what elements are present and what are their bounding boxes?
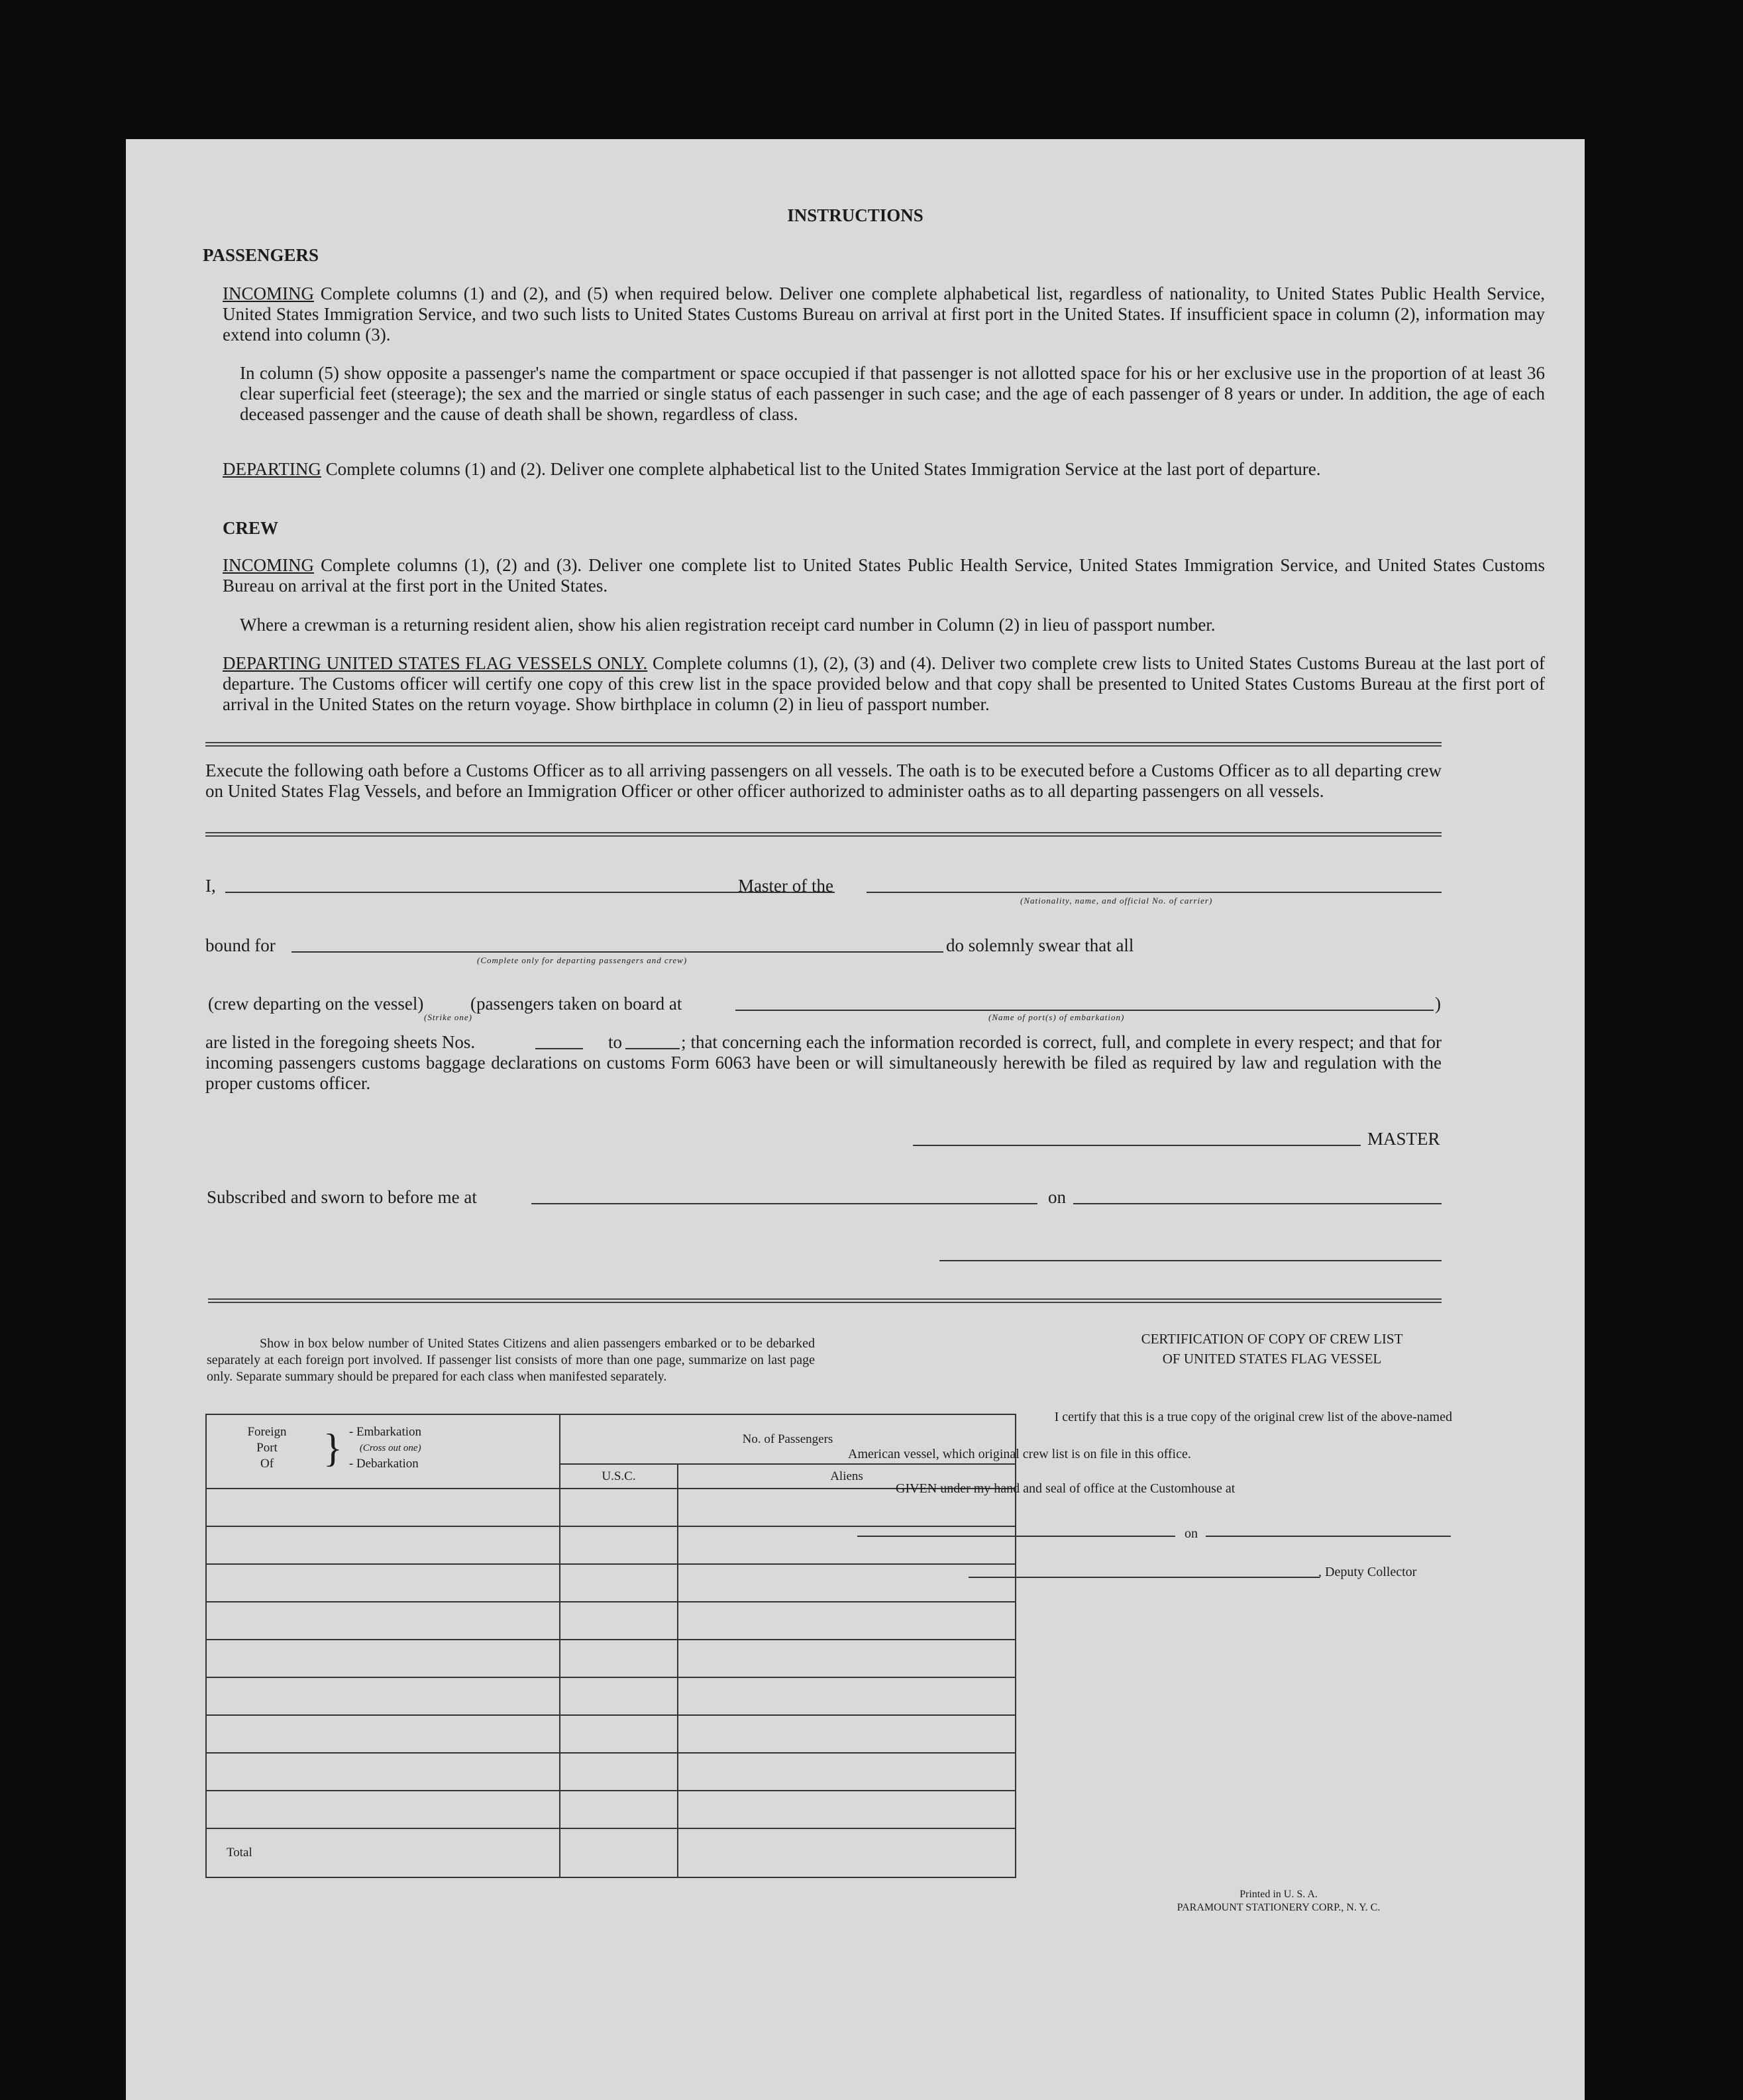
oath-intro: Execute the following oath before a Customs Officer as to all arriving passengers on all vessels. The oath is to be executed before a Customs Officer as to all departing crew on United States Flag Vessels, and before an Immigration Officer or other officer authorized to administer oaths as to all departing passengers on all vessels. xyxy=(205,761,1442,801)
listed-label: are listed in the foregoing sheets Nos. xyxy=(205,1032,476,1052)
passengers-departing-label: DEPARTING xyxy=(223,459,321,479)
section-divider xyxy=(205,832,1442,837)
certification-title xyxy=(961,1329,1583,1369)
vessel-hint: (Nationality, name, and official No. of carrier) xyxy=(1020,896,1213,906)
aliens-cell[interactable] xyxy=(678,1791,1016,1828)
master-of-the-label: Master of the xyxy=(738,876,833,896)
section-divider xyxy=(208,1298,1442,1303)
table-row xyxy=(206,1489,1016,1526)
to-label: to xyxy=(608,1032,623,1052)
printer-imprint xyxy=(1146,1888,1411,1915)
port-cell[interactable] xyxy=(206,1489,560,1526)
summary-instructions: Show in box below number of United States Citizens and alien passengers embarked or to be debarked separately at each foreign port involved. If passenger list consists of more than one page, summarize on last page only. Separate summary should be prepared for each class when manifested separately. xyxy=(207,1336,815,1384)
certification-title-line-2: OF UNITED STATES FLAG VESSEL xyxy=(1162,1351,1382,1367)
table-row xyxy=(206,1715,1016,1753)
usc-cell[interactable] xyxy=(560,1489,678,1526)
usc-cell[interactable] xyxy=(560,1753,678,1791)
usc-cell[interactable] xyxy=(560,1640,678,1677)
deputy-collector-label: , Deputy Collector xyxy=(1318,1565,1417,1579)
total-aliens-cell[interactable] xyxy=(678,1828,1016,1877)
customhouse-field[interactable] xyxy=(857,1536,1175,1537)
table-row xyxy=(206,1564,1016,1602)
usc-cell[interactable] xyxy=(560,1564,678,1602)
port-header-cell xyxy=(206,1414,560,1489)
bound-for-hint: (Complete only for departing passengers and crew) xyxy=(477,955,688,965)
passengers-departing-text: Complete columns (1) and (2). Deliver one complete alphabetical list to the United States Immigration Service at the last port of departure. xyxy=(325,459,1321,479)
bound-for-label: bound for xyxy=(205,935,276,955)
crew-departing-text: Complete columns (1), (2), (3) and (4). Deliver two complete crew lists to United States Customs Bureau at the last port of departure. The Customs officer will certify one copy of this crew list in the space provided below and that copy shall be presented to United States Customs Bureau at the first port of arrival in the United States on the return voyage. Show birthplace in column (2) in lieu of passport number. xyxy=(223,653,1546,714)
usc-cell[interactable] xyxy=(560,1526,678,1564)
embarkation-label[interactable]: - Embarkation xyxy=(348,1425,422,1439)
total-label: Total xyxy=(206,1828,560,1877)
passengers-taken-option[interactable]: (passengers taken on board at xyxy=(470,994,682,1014)
table-row xyxy=(206,1753,1016,1791)
vessel-field[interactable] xyxy=(867,892,1442,893)
printer-line-1: Printed in U. S. A. xyxy=(1240,1889,1318,1900)
embarkation-port-field[interactable] xyxy=(735,1010,1434,1011)
master-signature-field[interactable] xyxy=(913,1145,1361,1146)
section-divider xyxy=(205,742,1442,747)
foreign-label: Foreign xyxy=(247,1425,287,1439)
usc-cell[interactable] xyxy=(560,1602,678,1640)
certify-line-1: I certify that this is a true copy of the original crew list of the above-named xyxy=(1054,1410,1452,1424)
subscribed-label: Subscribed and sworn to before me at xyxy=(207,1187,477,1207)
table-row xyxy=(206,1791,1016,1828)
passenger-summary-table xyxy=(205,1414,1016,1878)
port-label: Port xyxy=(256,1441,278,1455)
aliens-cell[interactable] xyxy=(678,1602,1016,1640)
port-cell[interactable] xyxy=(206,1640,560,1677)
crew-departing-option[interactable]: (crew departing on the vessel) xyxy=(208,994,424,1014)
usc-cell[interactable] xyxy=(560,1791,678,1828)
aliens-cell[interactable] xyxy=(678,1564,1016,1602)
passengers-heading: PASSENGERS xyxy=(203,245,319,265)
aliens-cell[interactable] xyxy=(678,1526,1016,1564)
crew-resident-alien-paragraph: Where a crewman is a returning resident alien, show his alien registration receipt card number in Column (2) in lieu of passport number. xyxy=(240,615,1216,635)
crew-incoming-label: INCOMING xyxy=(223,555,314,575)
form-sheet xyxy=(126,139,1585,2100)
deputy-signature-field[interactable] xyxy=(969,1577,1320,1578)
port-cell[interactable] xyxy=(206,1753,560,1791)
printer-line-2: PARAMOUNT STATIONERY CORP., N. Y. C. xyxy=(1177,1902,1381,1913)
usc-header: U.S.C. xyxy=(560,1464,678,1489)
table-row xyxy=(206,1602,1016,1640)
table-row xyxy=(206,1526,1016,1564)
given-line: GIVEN under my hand and seal of office at the Customhouse at xyxy=(896,1481,1236,1496)
aliens-cell[interactable] xyxy=(678,1677,1016,1715)
port-cell[interactable] xyxy=(206,1677,560,1715)
passengers-departing-paragraph xyxy=(223,459,1545,480)
subscribed-on-label: on xyxy=(1048,1187,1066,1207)
total-row xyxy=(206,1828,1016,1877)
passengers-incoming-paragraph xyxy=(223,284,1545,345)
port-cell[interactable] xyxy=(206,1715,560,1753)
strike-one-hint: (Strike one) xyxy=(424,1012,473,1022)
crew-incoming-paragraph xyxy=(223,555,1545,596)
certify-line-2: American vessel, which original crew list is on file in this office. xyxy=(848,1447,1191,1461)
certification-title-line-1: CERTIFICATION OF COPY OF CREW LIST xyxy=(1141,1331,1403,1347)
usc-cell[interactable] xyxy=(560,1677,678,1715)
page-title: INSTRUCTIONS xyxy=(787,205,924,225)
aliens-header: Aliens xyxy=(678,1464,1016,1489)
passengers-incoming-text: Complete columns (1) and (2), and (5) when required below. Deliver one complete alphabetical list, regardless of nationality, to United States Public Health Service, United States Immigration Service, and two such lists to United States Customs Bureau on arrival at first port in the United States. If insufficient space in column (2), information may extend into column (3). xyxy=(223,284,1546,344)
crew-heading: CREW xyxy=(223,518,279,538)
port-cell[interactable] xyxy=(206,1526,560,1564)
crew-departing-paragraph xyxy=(223,653,1545,715)
brace-icon: } xyxy=(323,1426,343,1470)
master-label: MASTER xyxy=(1367,1129,1440,1149)
cert-date-field[interactable] xyxy=(1206,1536,1451,1537)
officer-signature-field[interactable] xyxy=(939,1260,1442,1261)
port-hint: (Name of port(s) of embarkation) xyxy=(988,1012,1125,1022)
bound-for-field[interactable] xyxy=(291,951,943,953)
subscribed-date-field[interactable] xyxy=(1073,1203,1442,1204)
table-row xyxy=(206,1677,1016,1715)
i-label: I, xyxy=(205,876,216,896)
swear-label: do solemnly swear that all xyxy=(946,935,1134,955)
passengers-incoming-label: INCOMING xyxy=(223,284,314,303)
crew-incoming-text: Complete columns (1), (2) and (3). Deliver one complete list to United States Public Health Service, United States Immigration Service, and United States Customs Bureau on arrival at the first port in the United States. xyxy=(223,555,1546,596)
cross-out-hint: (Cross out one) xyxy=(359,1443,421,1453)
subscribed-place-field[interactable] xyxy=(531,1203,1037,1204)
oath-statement: ; that concerning each the information recorded is correct, full, and complete in every respect; and that for incoming passengers customs baggage declarations on customs Form 6063 have been or will simultaneously herewith be filed as required by law and regulation with the proper customs officer. xyxy=(205,1032,1442,1093)
port-cell[interactable] xyxy=(206,1791,560,1828)
table-row xyxy=(206,1640,1016,1677)
usc-cell[interactable] xyxy=(560,1715,678,1753)
aliens-cell[interactable] xyxy=(678,1640,1016,1677)
cert-on-label: on xyxy=(1185,1526,1198,1541)
port-cell[interactable] xyxy=(206,1602,560,1640)
crew-departing-label: DEPARTING UNITED STATES FLAG VESSELS ONLY. xyxy=(223,653,648,673)
port-cell[interactable] xyxy=(206,1564,560,1602)
no-of-passengers-header: No. of Passengers xyxy=(560,1414,1016,1464)
close-paren: ) xyxy=(1435,994,1441,1014)
aliens-cell[interactable] xyxy=(678,1715,1016,1753)
of-label: Of xyxy=(260,1457,274,1471)
total-usc-cell[interactable] xyxy=(560,1828,678,1877)
passengers-column5-paragraph: In column (5) show opposite a passenger's name the compartment or space occupied if that passenger is not allotted space for his or her exclusive use in the proportion of at least 36 clear superficial feet (steerage); the sex and the married or single status of each passenger in such case; and the age of each passenger of 8 years or under. In addition, the age of each deceased passenger and the cause of death shall be shown, regardless of class. xyxy=(240,363,1545,424)
debarkation-label[interactable]: - Debarkation xyxy=(348,1457,419,1471)
aliens-cell[interactable] xyxy=(678,1753,1016,1791)
